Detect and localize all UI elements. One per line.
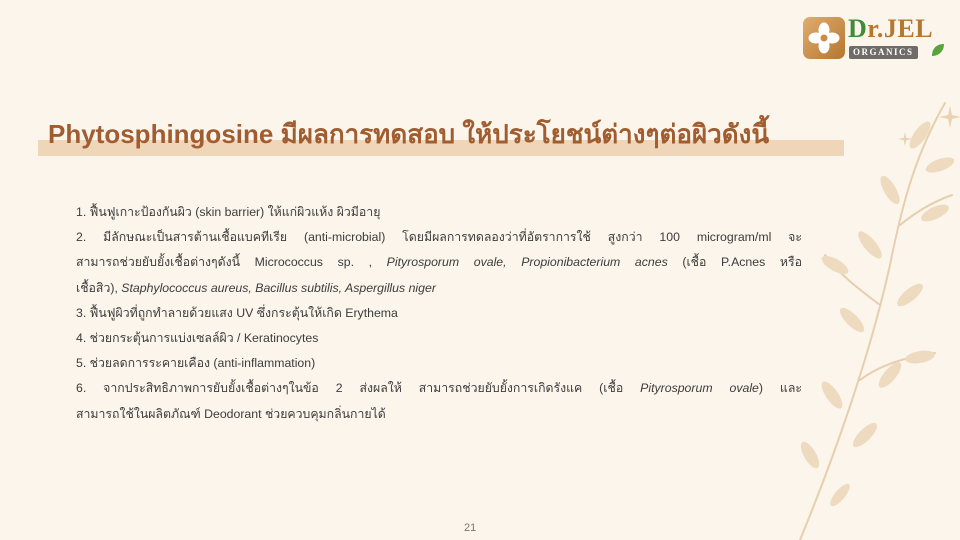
logo-subtitle: ORGANICS [849,46,918,59]
list-item-1: 1. ฟื้นฟูเกาะป้องกันผิว (skin barrier) ให้แก่ผิวแห้ง ผิวมีอายุ [76,205,381,219]
leaf-icon [931,43,945,57]
page-title: Phytosphingosine มีผลการทดสอบ ให้ประโยชน์ต่างๆต่อผิวดังนี้ [48,119,770,149]
list-text: เชื้อสิว), [76,280,122,295]
list-item-5: 5. ช่วยลดการระคายเคือง (anti-inflammation) [76,356,316,371]
list-item-3: 3. ฟื้นฟูผิวที่ถูกทำลายด้วยแสง UV ซึ่งกระตุ้นให้เกิด Erythema [76,305,398,320]
list-item-4: 4. ช่วยกระตุ้นการแบ่งเซลล์ผิว / Keratinocytes [76,331,319,346]
sparkle-icon [898,132,912,146]
list-text: 6. จากประสิทธิภาพการยับยั้งเชื้อต่างๆในข้อ 2 ส่งผลให้ สามารถช่วยยับยั้งการเกิดรังแค (เชื้อ [76,381,641,396]
logo-badge [803,17,845,59]
benefit-list [76,200,802,427]
species-names: Staphylococcus aureus, Bacillus subtilis, Aspergillus niger [121,280,436,295]
page-number: 21 [464,522,477,534]
flower-icon [803,17,845,59]
list-item-2-line-2 [76,250,802,275]
logo-name: r.JEL [867,14,934,43]
list-item-2-line-1: 2. มีลักษณะเป็นสารต้านเชื้อแบคทีเรีย (anti-microbial) โดยมีผลการทดลองว่าที่อัตราการใช้ สูงกว่า 100 microgram/ml จะ [76,230,802,245]
brand-logo [803,14,948,63]
list-text: สามารถช่วยยับยั้งเชื้อต่างๆดังนี้ Micrococcus sp. , [76,255,387,270]
list-item-2-line-3 [76,276,802,301]
sparkle-icon [939,106,960,128]
logo-wordmark [848,14,933,44]
list-text: (เชื้อ P.Acnes หรือ [667,255,802,270]
list-item-6-line-1 [76,376,802,401]
logo-initial: D [848,14,868,43]
species-names: Pityrosporum ovale [640,381,759,396]
list-text: ) และ [758,381,802,396]
list-item-6-line-2: สามารถใช้ในผลิตภัณฑ์ Deodorant ช่วยควบคุมกลิ่นกายได้ [76,406,386,421]
species-names: Pityrosporum ovale, Propionibacterium acnes [386,255,668,270]
